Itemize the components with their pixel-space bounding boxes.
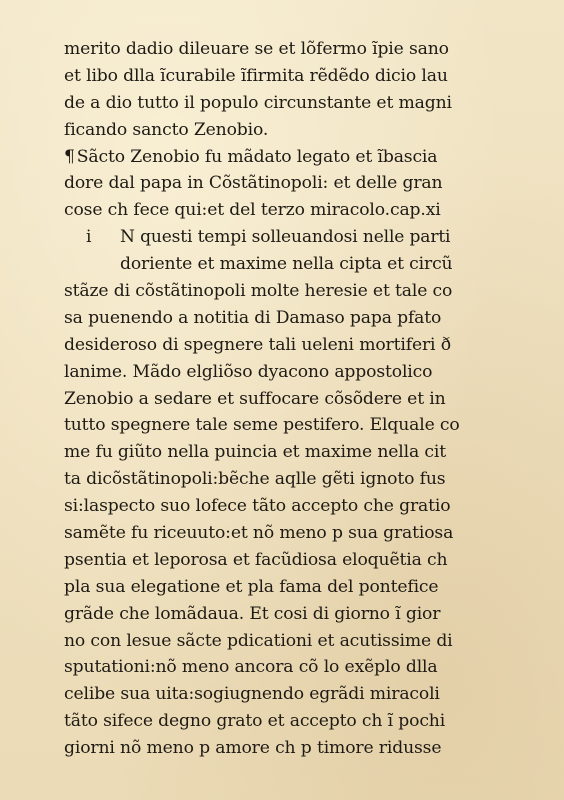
- text-line: me fu giũto nella puincia et maxime nella cit: [64, 442, 446, 463]
- pilcrow-mark: ¶: [64, 146, 75, 167]
- text-line: celibe sua uita:sogiugnendo egrãdi miracoli: [64, 684, 440, 705]
- text-line: de a dio tutto il populo circunstante et magni: [64, 92, 452, 113]
- text-line: desideroso di spegnere tali ueleni mortiferi ð: [64, 334, 451, 355]
- text-line: merito dadio dileuare se et lõfermo ĩpie sano: [64, 39, 449, 59]
- text-line: stãze di cõstãtinopoli molte heresie et tale co: [64, 281, 453, 302]
- text-block: [64, 36, 484, 762]
- text-line: tutto spegnere tale seme pestifero. Elquale co: [64, 415, 460, 436]
- text-line: sa puenendo a notitia di Damaso papa pfato: [64, 307, 442, 328]
- text-line: grãde che lomãdaua. Et cosi di giorno ĩ gior: [64, 603, 441, 624]
- chapter-heading-line: dore dal papa in Cõstãtinopoli: et delle gran: [64, 173, 443, 194]
- first-line-text: N questi tempi solleuandosi nelle parti: [120, 227, 451, 248]
- text-line: giorni nõ meno p amore ch p timore ridusse: [64, 738, 442, 759]
- chapter-heading-line: cose ch fece qui:et del terzo miracolo.cap.xi: [64, 200, 441, 221]
- text-line: Zenobio a sedare et suffocare cõsõdere et in: [64, 388, 446, 409]
- text-line: doriente et maxime nella cipta et circũ: [120, 254, 453, 275]
- text-line: pla sua elegatione et pla fama del pontefice: [64, 576, 439, 597]
- text-line: [64, 224, 484, 251]
- text-line: et libo dlla ĩcurabile ĩfirmita rẽdẽdo dicio lau: [64, 65, 448, 86]
- text-line: samẽte fu riceuuto:et nõ meno p sua gratiosa: [64, 523, 454, 544]
- text-line: si:laspecto suo lofece tãto accepto che gratio: [64, 496, 451, 517]
- text-line: sputationi:nõ meno ancora cõ lo exẽplo dlla: [64, 657, 438, 678]
- text-line: lanime. Mãdo elgliõso dyacono appostolico: [64, 361, 433, 382]
- chapter-heading-text: Sãcto Zenobio fu mãdato legato et ĩbasciа: [76, 146, 438, 167]
- text-line: psentia et leporosa et facũdiosa eloquẽtia ch: [64, 549, 448, 570]
- text-line: ta dicõstãtinopoli:bẽche aqlle gẽti ignoto fus: [64, 469, 446, 490]
- text-line: no con lesue sãcte pdicationi et acutissime di: [64, 630, 453, 651]
- text-line: tãto sifece degno grato et accepto ch ĩ pochi: [64, 711, 446, 732]
- guide-letter: i: [86, 227, 92, 248]
- chapter-heading-line: [64, 144, 484, 171]
- text-line: ficando sancto Zenobio.: [64, 119, 269, 140]
